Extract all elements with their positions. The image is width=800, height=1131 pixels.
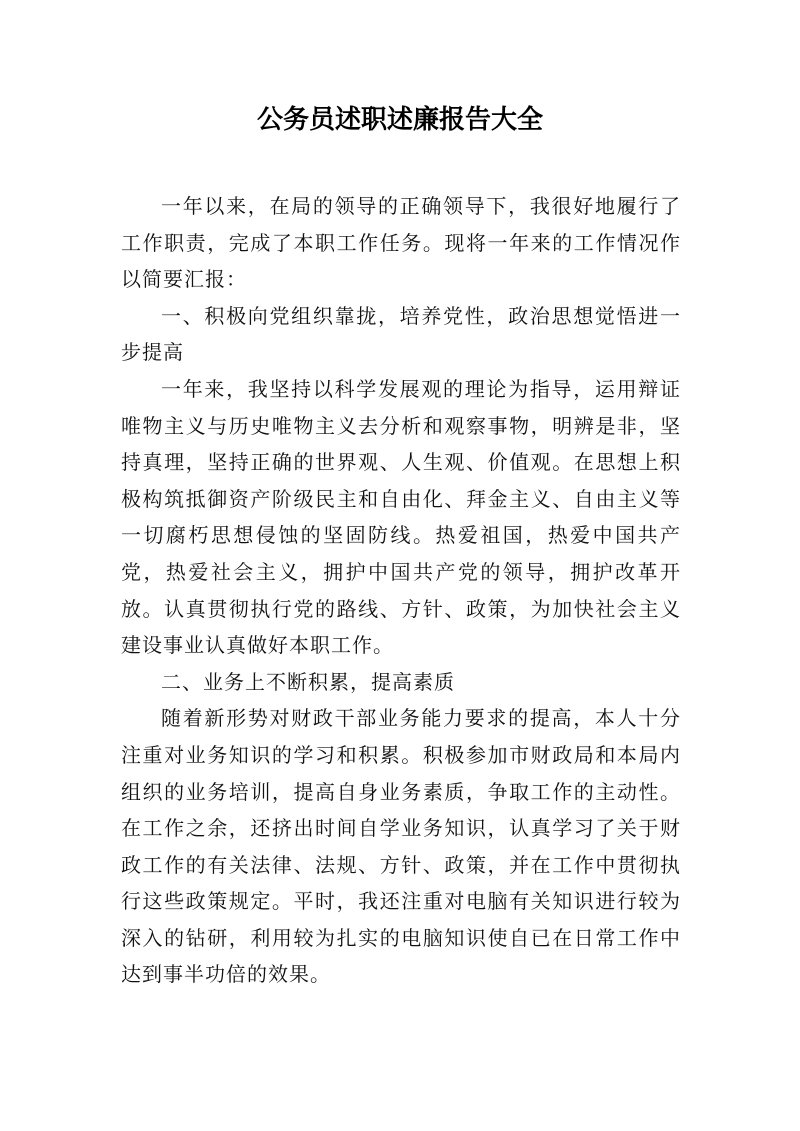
section-2-paragraph: 随着新形势对财政干部业务能力要求的提高，本人十分注重对业务知识的学习和积累。积极参加市财政局和本局内组织的业务培训，提高自身业务素质，争取工作的主动性。在工作之余，还挤出时间自学业务知识，认真学习了关于财政工作的有关法律、法规、方针、政策，并在工作中贯彻执行这些政策规定。平时，我还注重对电脑有关知识进行较为深入的钻研，利用较为扎实的电脑知识使自已在日常工作中达到事半功倍的效果。 <box>121 706 681 987</box>
section-heading-2: 二、业务上不断积累，提高素质 <box>161 669 455 694</box>
section-heading-1: 一、积极向党组织靠拢，培养党性，政治思想觉悟进一步提高 <box>121 303 681 365</box>
intro-paragraph: 一年以来，在局的领导的正确领导下，我很好地履行了工作职责，完成了本职工作任务。现将一年来的工作情况作以简要汇报： <box>121 194 681 292</box>
section-1-paragraph: 一年来，我坚持以科学发展观的理论为指导，运用辩证唯物主义与历史唯物主义去分析和观察事物，明辨是非，坚持真理，坚持正确的世界观、人生观、价值观。在思想上积极构筑抵御资产阶级民主和自由化、拜金主义、自由主义等一切腐朽思想侵蚀的坚固防线。热爱祖国，热爱中国共产党，热爱社会主义，拥护中国共产党的领导，拥护改革开放。认真贯彻执行党的路线、方针、政策，为加快社会主义建设事业认真做好本职工作。 <box>121 376 681 658</box>
document-body <box>121 188 681 993</box>
document-title: 公务员述职述廉报告大全 <box>256 105 543 135</box>
